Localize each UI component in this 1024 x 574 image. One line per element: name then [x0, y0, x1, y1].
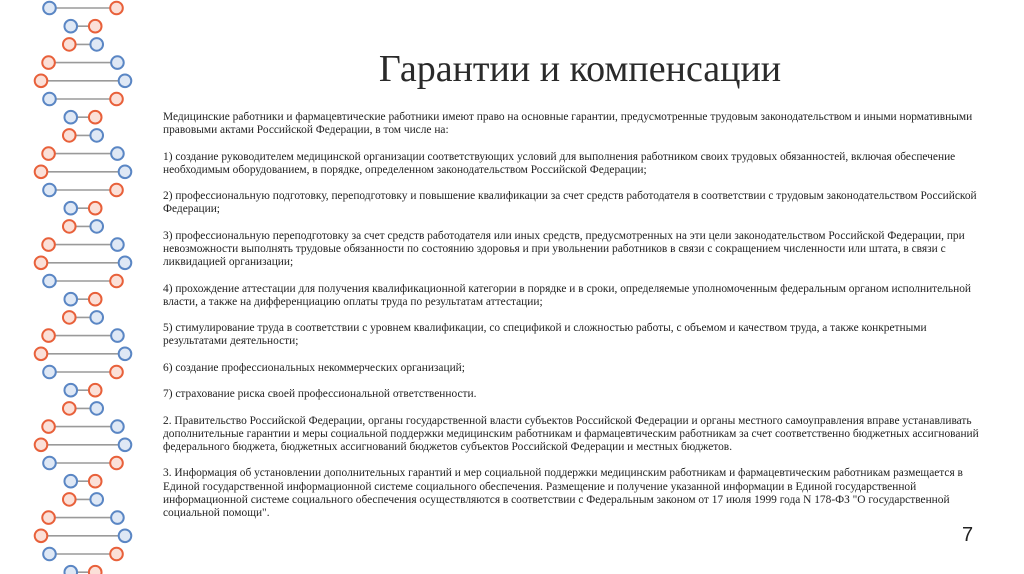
dna-node: [90, 493, 103, 506]
dna-node: [89, 566, 102, 574]
dna-node: [89, 293, 102, 306]
dna-node: [42, 56, 55, 69]
dna-node: [111, 329, 124, 342]
dna-node: [35, 166, 48, 179]
dna-node: [111, 147, 124, 160]
clause-paragraph: 2. Правительство Российской Федерации, органы государственной власти субъектов Российской Федерации и органы местного самоуправления вправе устанавливать дополнительные гарантии и меры социальной поддержки медицинским работникам и фармацевтическим работникам за счет соответственно бюджетных ассигнований федерального бюджета, бюджетных ассигнований бюджетов субъектов Российской Федерации и местных бюджетов.: [163, 414, 979, 453]
list-item: 1) создание руководителем медицинской организации соответствующих условий для выполнения работником своих трудовых обязанностей, включая обеспечение необходимым оборудованием, в порядке, определенном законодательством Российской Федерации;: [163, 150, 956, 176]
list-item: 7) страхование риска своей профессиональной ответственности.: [163, 388, 477, 401]
dna-node: [89, 20, 102, 33]
dna-node: [111, 420, 124, 433]
dna-node: [43, 184, 56, 197]
dna-node: [35, 530, 48, 543]
dna-node: [90, 38, 103, 51]
dna-node: [43, 457, 56, 470]
dna-node: [43, 366, 56, 379]
dna-node: [63, 311, 76, 324]
dna-node: [64, 293, 77, 306]
dna-node: [110, 2, 123, 15]
dna-node: [64, 111, 77, 124]
dna-node: [110, 184, 123, 197]
dna-node: [119, 530, 132, 543]
list-item: 2) профессиональную подготовку, переподготовку и повышение квалификации за счет средств работодателя в соответствии с трудовым законодательством Российской Федерации;: [163, 190, 977, 216]
dna-node: [110, 457, 123, 470]
dna-node: [110, 275, 123, 288]
dna-node: [64, 202, 77, 215]
list-item: 5) стимулирование труда в соответствии с уровнем квалификации, со спецификой и сложностью работы, с объемом и качеством труда, а также конкретными результатами деятельности;: [163, 322, 927, 348]
dna-node: [119, 257, 132, 270]
dna-node: [63, 220, 76, 233]
dna-node: [35, 257, 48, 270]
dna-node: [35, 348, 48, 361]
dna-node: [42, 147, 55, 160]
list-item: 3) профессиональную переподготовку за счет средств работодателя или иных средств, предусмотренных на эти цели законодательством Российской Федерации, при невозможности выполнять трудовые обязанности по состоянию здоровья и при увольнении работников в связи с сокращением численности или штата, в связи с ликвидацией организации;: [163, 229, 965, 269]
clause-paragraph: 3. Информация об установлении дополнительных гарантий и мер социальной поддержки медицинским работникам и фармацевтическим работникам размещается в Единой государственной информационной системе социального обеспечения. Размещение и получение указанной информации в Единой государственной информационной системе социального обеспечения осуществляются в соответствии с Федеральным законом от 17 июля 1999 года N 178-ФЗ "О государственной социальной помощи".: [163, 467, 963, 519]
dna-node: [89, 384, 102, 397]
dna-node: [43, 275, 56, 288]
dna-node: [42, 238, 55, 251]
dna-node: [90, 311, 103, 324]
dna-node: [111, 56, 124, 69]
dna-node: [42, 511, 55, 524]
dna-node: [119, 348, 132, 361]
dna-node: [90, 129, 103, 142]
dna-node: [119, 439, 132, 452]
dna-node: [111, 238, 124, 251]
intro-paragraph: Медицинские работники и фармацевтические работники имеют право на основные гарантии, предусмотренные трудовым законодательством и иными нормативными правовыми актами Российской Федерации, в том числе на:: [163, 111, 973, 137]
dna-node: [42, 420, 55, 433]
slide-body: [163, 111, 993, 520]
dna-node: [119, 75, 132, 88]
dna-node: [90, 220, 103, 233]
dna-node: [63, 402, 76, 415]
dna-node: [35, 439, 48, 452]
page-title: Гарантии и компенсации: [378, 48, 782, 90]
dna-node: [64, 384, 77, 397]
dna-node: [110, 548, 123, 561]
dna-node: [63, 38, 76, 51]
dna-node: [64, 566, 77, 574]
dna-node: [110, 366, 123, 379]
dna-node: [90, 402, 103, 415]
dna-node: [43, 93, 56, 106]
list-item: 6) создание профессиональных некоммерческих организаций;: [163, 361, 465, 374]
dna-node: [111, 511, 124, 524]
dna-node: [63, 493, 76, 506]
list-item: 4) прохождение аттестации для получения квалификационной категории в порядке и в сроки, определяемые уполномоченным федеральным органом исполнительной власти, а также на дифференциацию оплаты труда по результатам аттестации;: [163, 282, 971, 308]
dna-node: [110, 93, 123, 106]
dna-node: [89, 475, 102, 488]
dna-node: [63, 129, 76, 142]
dna-node: [119, 166, 132, 179]
slide-number: 7: [962, 524, 974, 546]
dna-node: [89, 111, 102, 124]
dna-node: [64, 475, 77, 488]
dna-node: [43, 2, 56, 15]
dna-node: [43, 548, 56, 561]
dna-node: [89, 202, 102, 215]
dna-node: [35, 75, 48, 88]
dna-helix-decoration: [0, 0, 140, 574]
dna-node: [64, 20, 77, 33]
dna-node: [42, 329, 55, 342]
